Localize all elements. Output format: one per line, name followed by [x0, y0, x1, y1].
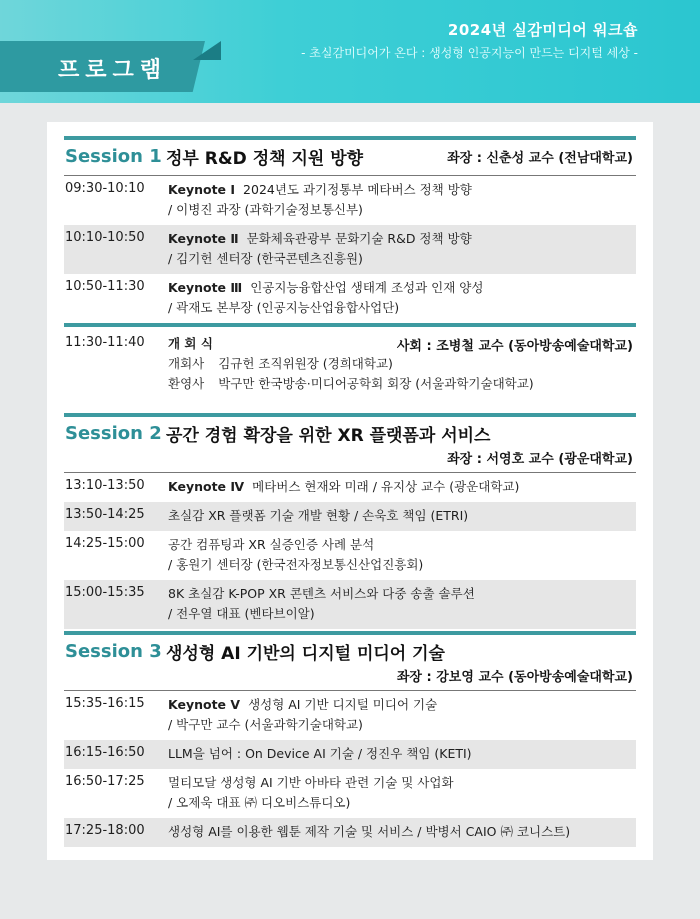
opening-ceremony: [64, 323, 636, 399]
row-time: 16:50-17:25: [65, 774, 145, 789]
schedule-row: [64, 580, 636, 629]
keynote-label: Keynote Ⅳ: [168, 479, 245, 494]
schedule-row: [64, 818, 636, 847]
opening-moderator: 사회 : 조병철 교수 (동아방송예술대학교): [396, 339, 633, 354]
row-time: 14:25-15:00: [65, 536, 145, 551]
row-time: 09:30-10:10: [65, 181, 145, 196]
schedule-row: [64, 225, 636, 274]
opening-role-2: 환영사: [168, 376, 205, 391]
talk-speaker: / 이병진 과장 (과학기술정보통신부): [168, 202, 363, 217]
talk-speaker: / 박구만 교수 (서울과학기술대학교): [168, 717, 363, 732]
talk-speaker: / 홍원기 센터장 (한국전자정보통신산업진흥회): [168, 557, 424, 572]
session-2: [64, 413, 636, 629]
schedule-row: [64, 531, 636, 580]
session-tag: Session 1: [65, 146, 162, 167]
talk-speaker: / 오제욱 대표 ㈜ 디오비스튜디오): [168, 795, 351, 810]
opening-row: [64, 330, 636, 399]
session-tag: Session 3: [65, 641, 162, 662]
schedule-row: [64, 691, 636, 740]
talk-title: 2024년도 과기정통부 메타버스 정책 방향: [243, 182, 472, 197]
opening-role-1: 개회사: [168, 356, 205, 371]
talk-speaker: / 곽재도 본부장 (인공지능산업융합사업단): [168, 300, 400, 315]
talk-title: 8K 초실감 K-POP XR 콘텐츠 서비스와 다중 송출 솔루션: [168, 586, 475, 601]
talk-title: 생성형 AI를 이용한 웹툰 제작 기술 및 서비스 / 박병서 CAIO ㈜ 코니스트): [168, 824, 571, 839]
keynote-label: Keynote Ⅴ: [168, 697, 241, 712]
session-3: [64, 631, 636, 847]
session-title: 공간 경험 확장을 위한 XR 플랫폼과 서비스: [166, 426, 491, 446]
session-1: [64, 136, 636, 325]
session-chair: 좌장 : 신춘성 교수 (전남대학교): [447, 151, 633, 166]
schedule-row: [64, 274, 636, 323]
session-title: 정부 R&D 정책 지원 방향: [166, 149, 364, 169]
session-chair: 좌장 : 강보영 교수 (동아방송예술대학교): [396, 670, 633, 685]
row-time: 13:10-13:50: [65, 478, 145, 493]
schedule-row: [64, 769, 636, 818]
schedule-row: [64, 176, 636, 225]
event-subtitle: - 초실감미디어가 온다 : 생성형 인공지능이 만드는 디지털 세상 -: [301, 46, 638, 60]
talk-title: 인공지능융합산업 생태계 조성과 인재 양성: [250, 280, 484, 295]
talk-speaker: / 전우열 대표 (벤타브이알): [168, 606, 315, 621]
keynote-label: Keynote Ⅲ: [168, 280, 243, 295]
row-time: 13:50-14:25: [65, 507, 145, 522]
opening-speaker-1: 김규헌 조직위원장 (경희대학교): [218, 356, 393, 371]
talk-title: 멀티모달 생성형 AI 기반 아바타 관련 기술 및 사업화: [168, 775, 454, 790]
keynote-label: Keynote Ⅱ: [168, 231, 239, 246]
talk-title: 공간 컴퓨팅과 XR 실증인증 사례 분석: [168, 537, 375, 552]
row-time: 16:15-16:50: [65, 745, 145, 760]
talk-title: 생성형 AI 기반 디지털 미디어 기술: [248, 697, 438, 712]
talk-title: 문화체육관광부 문화기술 R&D 정책 방향: [246, 231, 472, 246]
row-time: 17:25-18:00: [65, 823, 145, 838]
talk-title: 메타버스 현재와 미래 / 유지상 교수 (광운대학교): [252, 479, 520, 494]
program-label: 프로그램: [58, 58, 168, 83]
schedule-row: [64, 740, 636, 769]
talk-title: LLM을 넘어 : On Device AI 기술 / 정진우 책임 (KETI): [168, 746, 472, 761]
schedule-row: [64, 473, 636, 502]
opening-title: 개 회 식: [168, 336, 213, 351]
opening-speaker-2: 박구만 한국방송·미디어공학회 회장 (서울과학기술대학교): [218, 376, 534, 391]
event-title: 2024년 실감미디어 워크숍: [447, 21, 638, 39]
talk-title: 초실감 XR 플랫폼 기술 개발 현황 / 손욱호 책임 (ETRI): [168, 508, 469, 523]
row-time: 15:00-15:35: [65, 585, 145, 600]
row-time: 10:50-11:30: [65, 279, 145, 294]
talk-speaker: / 김기헌 센터장 (한국콘텐츠진흥원): [168, 251, 363, 266]
session-tag: Session 2: [65, 423, 162, 444]
row-time: 15:35-16:15: [65, 696, 145, 711]
section-rule: [64, 323, 636, 327]
session-title: 생성형 AI 기반의 디지털 미디어 기술: [166, 644, 445, 664]
row-time: 11:30-11:40: [65, 335, 145, 350]
row-time: 10:10-10:50: [65, 230, 145, 245]
schedule-row: [64, 502, 636, 531]
keynote-label: Keynote Ⅰ: [168, 182, 236, 197]
session-chair: 좌장 : 서영호 교수 (광운대학교): [447, 452, 633, 467]
